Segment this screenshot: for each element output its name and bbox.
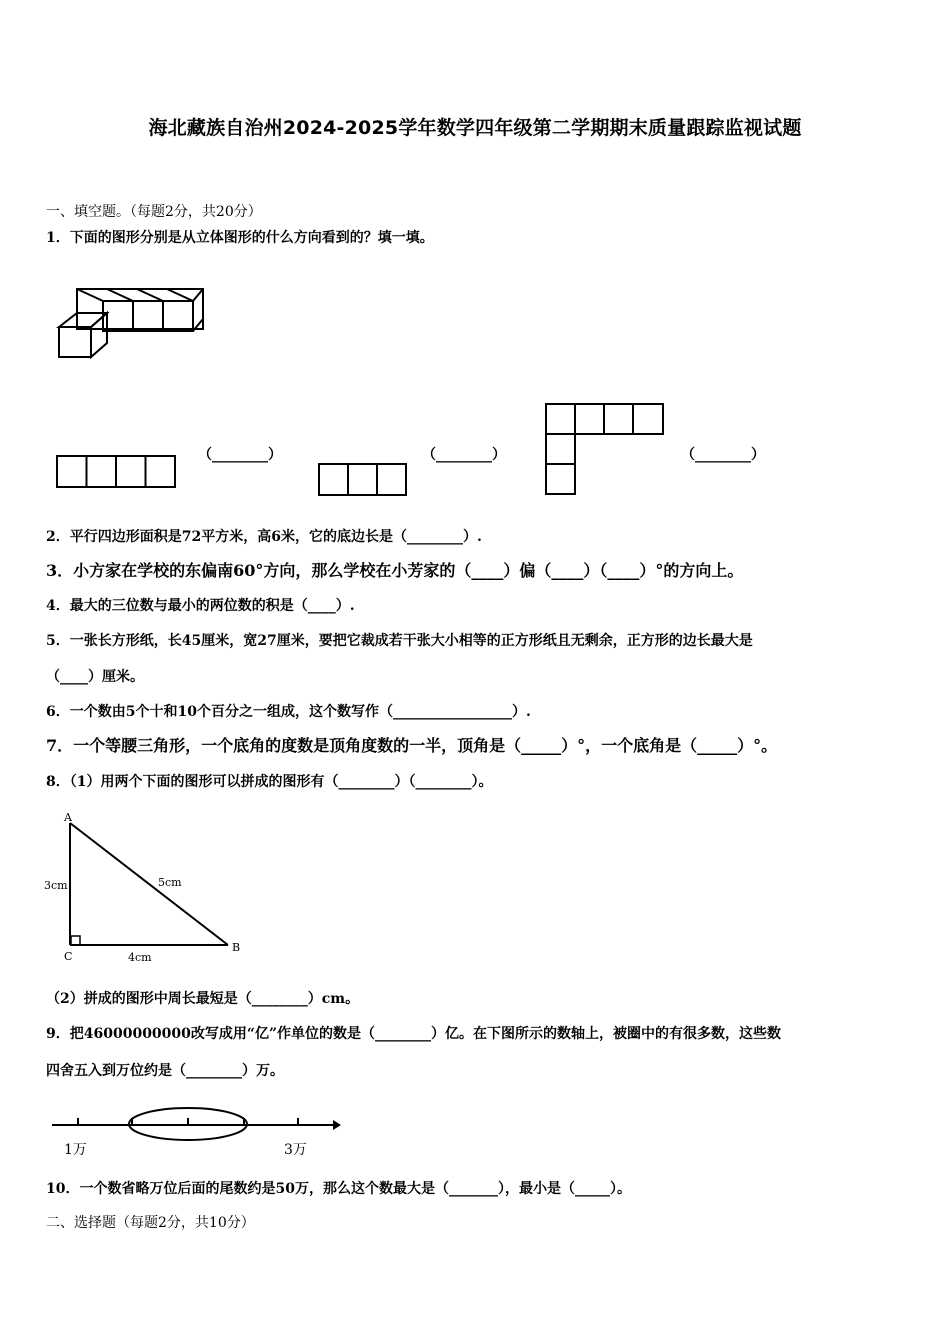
vertex-c-label: C: [64, 950, 73, 963]
question-10: 10．一个数省略万位后面的尾数约是50万，那么这个数最大是（_______），最小是（_____）。: [46, 1181, 631, 1197]
number-line-left-label: 1万: [64, 1142, 87, 1158]
question-2: 2．平行四边形面积是72平方米，高6米，它的底边长是（________）.: [46, 529, 482, 545]
side-cb-label: 4cm: [128, 951, 152, 964]
question-3: 3．小方家在学校的东偏南60°方向，那么学校在小芳家的（____）偏（____）（____）°的方向上。: [46, 561, 744, 580]
answer-blank-view-1: （________）: [198, 447, 282, 463]
answer-blank-view-2: （________）: [422, 447, 506, 463]
section-multiple-choice: 二、选择题（每题2分，共10分）: [46, 1215, 255, 1231]
question-8-part-1: 8．（1）用两个下面的图形可以拼成的图形有（________）（________）。: [46, 774, 493, 790]
question-1: 1．下面的图形分别是从立体图形的什么方向看到的？填一填。: [46, 230, 434, 246]
view-figure-2: [318, 463, 408, 497]
vertex-b-label: B: [232, 941, 241, 954]
question-5-line-2: （____）厘米。: [46, 669, 144, 685]
question-9-line-2: 四舍五入到万位约是（________）万。: [46, 1063, 284, 1079]
right-angle-mark: [71, 936, 80, 945]
solid-figure: [55, 285, 210, 365]
side-ab-label: 5cm: [158, 876, 182, 889]
view-figure-1: [56, 455, 176, 489]
view-figure-3: [545, 403, 665, 497]
section-fill-blank: 一、填空题。（每题2分，共20分）: [46, 204, 262, 220]
number-line-right-label: 3万: [284, 1142, 307, 1158]
side-ac-label: 3cm: [44, 879, 68, 892]
number-line-figure: [48, 1100, 348, 1162]
answer-blank-view-3: （________）: [681, 447, 765, 463]
question-5-line-1: 5．一张长方形纸，长45厘米，宽27厘米，要把它裁成若干张大小相等的正方形纸且无剩余，正方形的边长最大是: [46, 633, 753, 649]
question-8-part-2: （2）拼成的图形中周长最短是（________）cm。: [46, 991, 360, 1007]
vertex-a-label: A: [64, 811, 72, 824]
question-7: 7．一个等腰三角形，一个底角的度数是顶角度数的一半，顶角是（_____）°，一个底角是（_____）°。: [46, 736, 778, 755]
right-triangle-figure: [40, 808, 250, 968]
question-9-line-1: 9．把46000000000改写成用“亿”作单位的数是（________）亿。在下图所示的数轴上，被圈中的有很多数，这些数: [46, 1026, 781, 1042]
page-title: 海北藏族自治州2024-2025学年数学四年级第二学期期末质量跟踪监视试题: [148, 117, 802, 139]
question-4: 4．最大的三位数与最小的两位数的积是（____）.: [46, 598, 355, 614]
question-6: 6．一个数由5个十和10个百分之一组成，这个数写作（_________________）.: [46, 704, 531, 720]
